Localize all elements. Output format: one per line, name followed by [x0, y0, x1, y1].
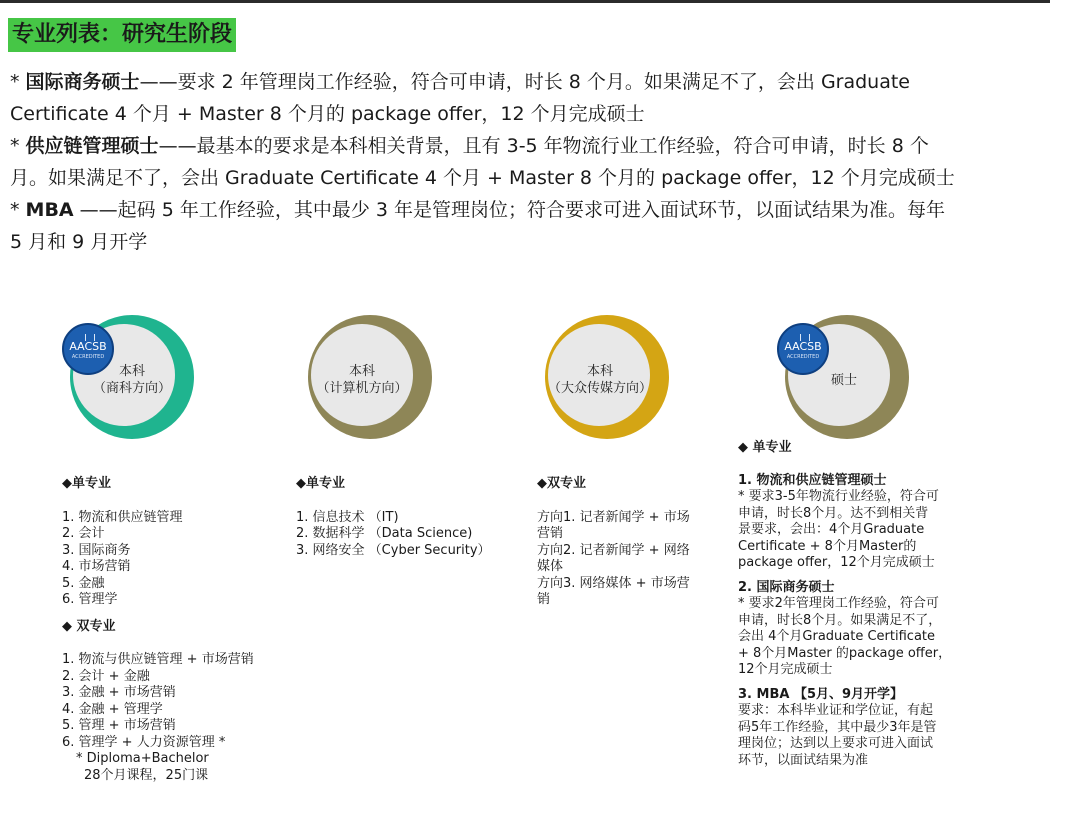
column-it [296, 476, 516, 559]
program-text: package offer，12个月完成硕士 [738, 555, 935, 570]
list-item: 6. 管理学 + 人力资源管理 * [62, 734, 226, 750]
page-title: 专业列表：研究生阶段 [8, 18, 236, 52]
footnote-line: * Diploma+Bachelor [76, 751, 209, 766]
ring-media-label [544, 363, 656, 397]
program-text: 环节，以面试结果为准 [738, 752, 869, 768]
intro-line-1 [10, 66, 1050, 98]
intro-ib-text: ——要求 2 年管理岗工作经验，符合可申请，时长 8 个月。如果满足不了，会出 Graduate [139, 71, 911, 93]
single-major-heading: ◆单专业 [62, 476, 111, 491]
program-text: + 8个月Master 的package offer， [738, 645, 952, 661]
list-item: 媒体 [537, 559, 564, 574]
list-item: 2. 会计 [62, 526, 105, 541]
list-item: 1. 信息技术 （IT) [296, 509, 399, 525]
aacsb-badge-logo [62, 323, 114, 375]
ring-master-label [814, 372, 874, 389]
list-item: 1. 物流和供应链管理 [62, 509, 183, 525]
intro-mba-text: ——起码 5 年工作经验，其中最少 3 年是管理岗位；符合要求可进入面试环节，以面试结果为准。每年 [73, 199, 946, 221]
program-text: 要求：本科毕业证和学位证，有起 [738, 703, 934, 718]
top-divider [0, 0, 1050, 3]
program-text: 申请，时长8个月。如果满足不了， [738, 612, 942, 628]
list-item: 2. 会计 + 金融 [62, 668, 150, 684]
list-item: 5. 管理 + 市场营销 [62, 718, 176, 733]
program-text: * 要求2年管理岗工作经验，符合可 [738, 596, 939, 611]
list-item: 销 [537, 592, 551, 607]
ring-label-line1: 硕士 [830, 373, 857, 388]
single-major-heading: ◆单专业 [296, 476, 345, 491]
column-media [537, 476, 717, 609]
ring-label-line2: （大众传媒方向） [547, 381, 652, 396]
list-item: 4. 市场营销 [62, 559, 131, 574]
intro-line-6: 5 月和 9 月开学 [10, 231, 148, 253]
list-item: 2. 数据科学 （Data Science) [296, 526, 473, 541]
single-major-heading: ◆ 单专业 [738, 440, 792, 455]
intro-mba-title: MBA [25, 199, 74, 221]
program-text: 会出 4个月Graduate Certificate [738, 629, 935, 644]
ring-label-line2: （商科方向） [92, 381, 171, 396]
intro-line-5 [10, 194, 1050, 226]
badge-mark: AACSB [784, 340, 822, 353]
program-text: 理岗位；达到以上要求可进入面试 [738, 736, 934, 751]
program-text: 12个月完成硕士 [738, 662, 833, 677]
intro-ib-title: 国际商务硕士 [25, 71, 140, 93]
list-item: 3. 网络安全 （Cyber Security） [296, 542, 491, 558]
program-text: 景要求，会出：4个月Graduate [738, 522, 925, 537]
ring-it-label [307, 363, 417, 397]
list-item: 方向1. 记者新闻学 + 市场 [537, 509, 690, 525]
list-item: 营销 [537, 526, 564, 541]
badge-sub: ACCREDITED [71, 354, 105, 360]
badge-mark: AACSB [69, 340, 107, 353]
intro-line-2: Certificate 4 个月 + Master 8 个月的 package offer，12 个月完成硕士 [10, 103, 645, 125]
intro-line-4: 月。如果满足不了，会出 Graduate Certificate 4 个月 + Master 8 个月的 package offer，12 个月完成硕士 [10, 167, 955, 189]
list-item: 方向3. 网络媒体 + 市场营 [537, 575, 690, 591]
list-item: 3. 金融 + 市场营销 [62, 685, 176, 700]
program-title: 1. 物流和供应链管理硕士 [738, 472, 887, 488]
column-business [62, 476, 277, 784]
bullet: * [10, 71, 26, 93]
program-title: 3. MBA 【5月、9月开学】 [738, 686, 904, 702]
program-title: 2. 国际商务硕士 [738, 579, 835, 595]
double-major-heading: ◆ 双专业 [62, 618, 116, 634]
badge-sub: ACCREDITED [786, 354, 820, 360]
bullet: * [10, 135, 26, 157]
column-master [738, 440, 968, 769]
list-item: 5. 金融 [62, 575, 105, 591]
intro-line-3 [10, 130, 1050, 162]
footnote-line: 28个月课程，25门课 [84, 767, 209, 783]
ring-label-line1: 本科 [586, 364, 613, 379]
ring-label-line1: 本科 [118, 364, 145, 379]
aacsb-badge-logo [777, 323, 829, 375]
program-text: 码5年工作经验，其中最少3年是管 [738, 719, 937, 735]
ring-label-line1: 本科 [348, 364, 375, 379]
ring-it [303, 310, 437, 444]
intro-scm-text: ——最基本的要求是本科相关背景，且有 3-5 年物流行业工作经验，符合可申请，时长 8 个 [158, 135, 929, 157]
list-item: 1. 物流与供应链管理 + 市场营销 [62, 652, 254, 667]
bullet: * [10, 199, 26, 221]
list-item: 方向2. 记者新闻学 + 网络 [537, 542, 690, 558]
program-text: Certificate + 8个月Master的 [738, 538, 917, 554]
intro-scm-title: 供应链管理硕士 [25, 135, 159, 157]
list-item: 4. 金融 + 管理学 [62, 701, 163, 717]
list-item: 6. 管理学 [62, 592, 118, 607]
program-text: * 要求3-5年物流行业经验，符合可 [738, 489, 939, 504]
program-text: 申请，时长8个月。达不到相关背 [738, 505, 929, 521]
double-major-heading: ◆双专业 [537, 476, 586, 491]
ring-label-line2: （计算机方向） [316, 381, 408, 396]
ring-media [540, 310, 674, 444]
list-item: 3. 国际商务 [62, 542, 131, 558]
